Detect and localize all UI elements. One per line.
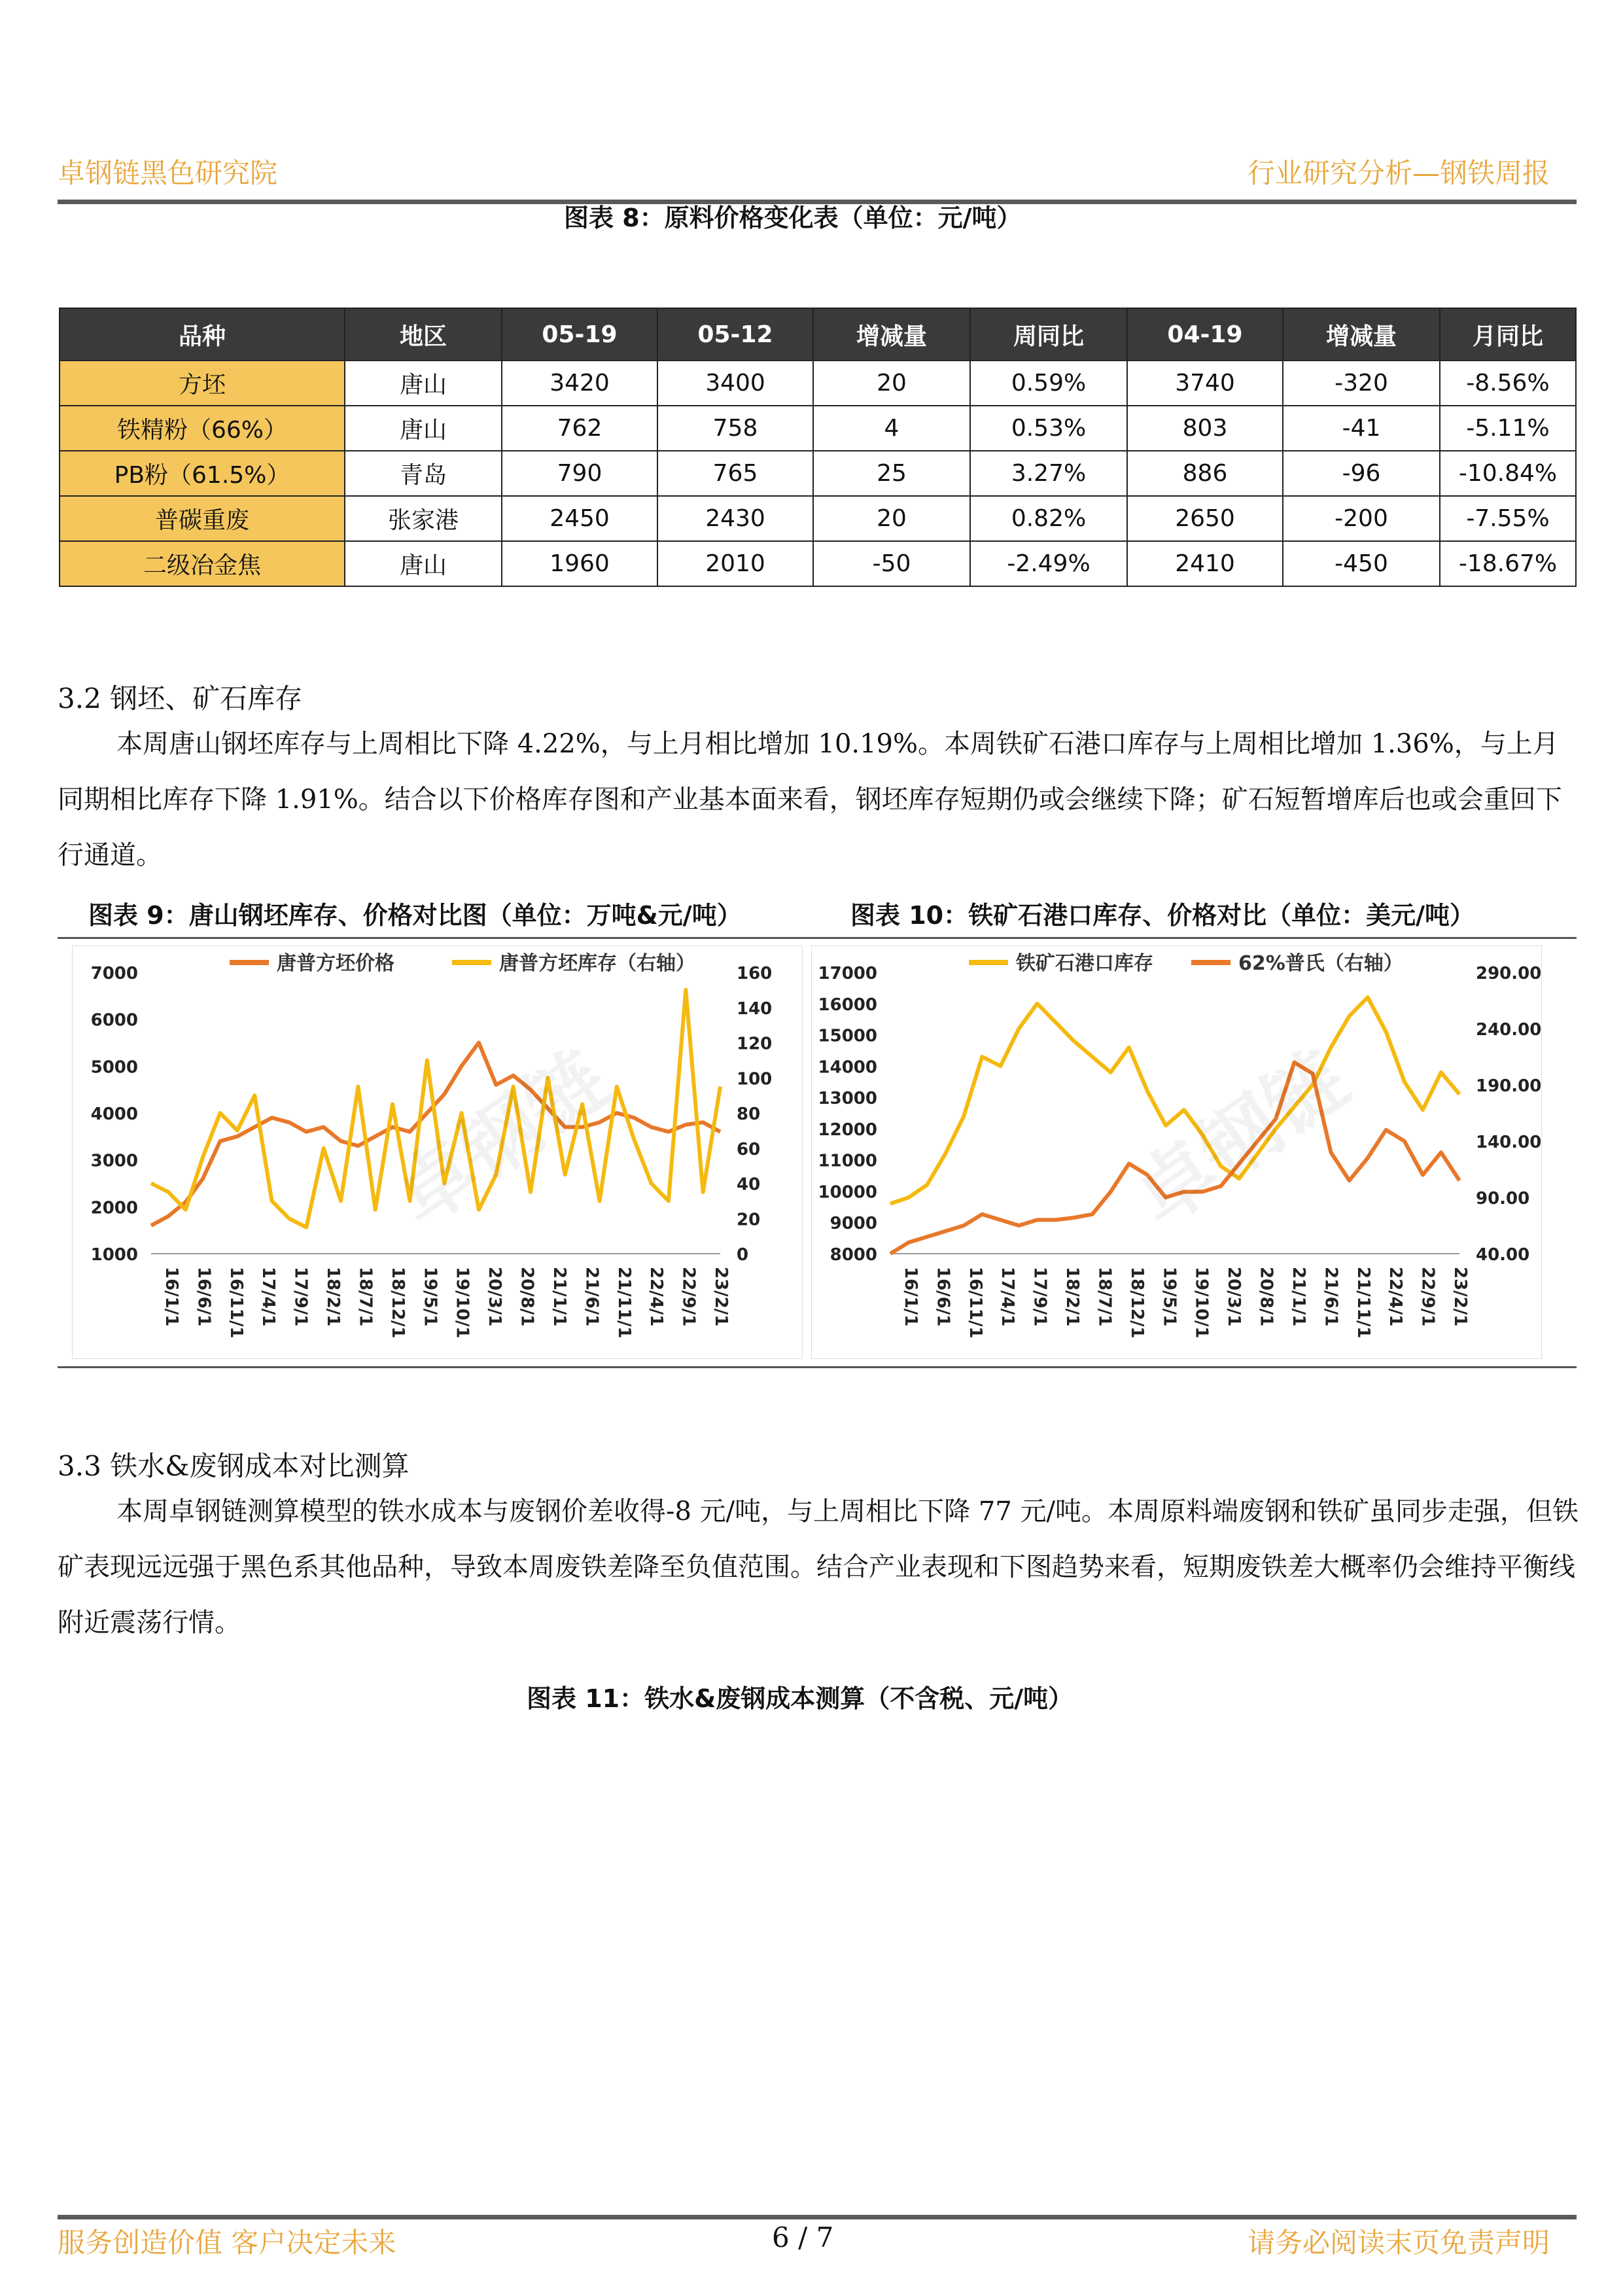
col-header: 周同比	[970, 308, 1127, 361]
table-cell: 4	[813, 406, 970, 451]
x-tick: 22/9/1	[1418, 1267, 1438, 1327]
x-tick: 22/9/1	[678, 1267, 699, 1327]
x-tick: 18/7/1	[1094, 1267, 1115, 1327]
y-tick-right: 240.00	[1476, 1020, 1541, 1040]
y-tick-left: 9000	[829, 1214, 877, 1234]
table-cell: 886	[1127, 451, 1283, 496]
y-tick-right: 90.00	[1476, 1189, 1530, 1209]
table-cell: -10.84%	[1440, 451, 1576, 496]
x-tick: 23/2/1	[711, 1267, 731, 1327]
table-cell: 790	[502, 451, 657, 496]
x-tick: 21/11/1	[1353, 1267, 1373, 1339]
x-tick: 17/9/1	[290, 1267, 311, 1327]
y-tick-left: 17000	[818, 964, 877, 983]
x-tick: 20/8/1	[1256, 1267, 1276, 1327]
table-caption: 图表 8：原料价格变化表（单位：元/吨）	[564, 203, 1022, 232]
table-cell: 唐山	[345, 541, 502, 586]
x-tick: 19/5/1	[1159, 1267, 1179, 1327]
table-cell: -18.67%	[1440, 541, 1576, 586]
legend-label: 唐普方坯库存（右轴）	[499, 952, 695, 975]
y-tick-right: 160	[737, 964, 773, 983]
table-cell: 2430	[657, 496, 813, 541]
x-tick: 21/6/1	[1321, 1267, 1341, 1327]
y-tick-left: 13000	[818, 1089, 877, 1109]
table-cell: 3740	[1127, 361, 1283, 406]
table-cell: 20	[813, 361, 970, 406]
table-cell: 1960	[502, 541, 657, 586]
chart9-caption: 图表 9：唐山钢坯库存、价格对比图（单位：万吨&元/吨）	[88, 901, 742, 930]
legend-label: 铁矿石港口库存	[1016, 952, 1153, 975]
y-tick-left: 7000	[90, 964, 138, 983]
table-cell: 2410	[1127, 541, 1283, 586]
y-tick-right: 60	[737, 1139, 761, 1159]
table-cell: -50	[813, 541, 970, 586]
x-tick: 18/12/1	[387, 1267, 408, 1339]
y-tick-right: 290.00	[1476, 964, 1541, 983]
y-tick-left: 2000	[90, 1198, 138, 1218]
section-3-2-title: 3.2 钢坯、矿石库存	[58, 682, 303, 715]
x-tick: 23/2/1	[1450, 1267, 1470, 1327]
table-cell: 2450	[502, 496, 657, 541]
x-tick: 17/9/1	[1030, 1267, 1050, 1327]
table-cell: 25	[813, 451, 970, 496]
section-3-3-body: 本周卓钢链测算模型的铁水成本与废钢价差收得-8 元/吨，与上周相比下降 77 元/吨。本周原料端废钢和铁矿虽同步走强，但铁矿表现远远强于黑色系其他品种，导致本周废铁差降至负值范围。结合产业表现和下图趋势来看，短期废铁差大概率仍会维持平衡线附近震荡行情。	[58, 1496, 1579, 1638]
page-number: 6 / 7	[772, 2221, 834, 2253]
table-row	[60, 451, 1576, 496]
section-3-3-title: 3.3 铁水&废钢成本对比测算	[58, 1450, 410, 1482]
x-tick: 20/3/1	[1224, 1267, 1244, 1327]
table-cell: 762	[502, 406, 657, 451]
x-tick: 16/1/1	[162, 1267, 181, 1327]
table-cell: 唐山	[345, 406, 502, 451]
x-tick: 16/11/1	[226, 1267, 246, 1339]
col-header: 05-19	[502, 308, 657, 361]
y-tick-right: 120	[737, 1034, 773, 1054]
y-tick-right: 140	[737, 998, 773, 1019]
y-tick-right: 100	[737, 1069, 773, 1089]
x-tick: 20/3/1	[485, 1267, 505, 1327]
y-tick-left: 4000	[90, 1104, 138, 1124]
y-tick-left: 10000	[818, 1182, 877, 1203]
x-tick: 18/2/1	[323, 1267, 343, 1327]
x-tick: 18/7/1	[355, 1267, 375, 1327]
y-tick-left: 11000	[818, 1151, 877, 1171]
table-cell: 20	[813, 496, 970, 541]
x-tick: 22/4/1	[646, 1267, 667, 1327]
x-tick: 19/10/1	[452, 1267, 472, 1339]
table-cell: 铁精粉（66%）	[60, 406, 345, 451]
table-cell: 758	[657, 406, 813, 451]
col-header: 地区	[345, 308, 502, 361]
y-tick-right: 140.00	[1476, 1133, 1541, 1152]
chart9	[72, 945, 803, 1359]
table-cell: 方坯	[60, 361, 345, 406]
x-tick: 16/11/1	[965, 1267, 985, 1339]
watermark: 卓钢链	[1118, 1034, 1364, 1244]
table-cell: 803	[1127, 406, 1283, 451]
table-cell: 3400	[657, 361, 813, 406]
y-tick-right: 40	[737, 1174, 761, 1195]
y-tick-left: 3000	[90, 1151, 138, 1171]
legend-label: 唐普方坯价格	[277, 952, 394, 975]
chart-top-rule	[58, 937, 1577, 939]
table-cell: 二级冶金焦	[60, 541, 345, 586]
table-cell: 3420	[502, 361, 657, 406]
x-tick: 21/11/1	[614, 1267, 634, 1339]
header-left: 卓钢链黑色研究院	[58, 157, 278, 189]
x-tick: 21/1/1	[1288, 1267, 1308, 1327]
table-cell: -41	[1283, 406, 1440, 451]
table-row	[60, 406, 1576, 451]
col-header: 增减量	[1283, 308, 1440, 361]
table-cell: -320	[1283, 361, 1440, 406]
x-tick: 19/10/1	[1191, 1267, 1212, 1339]
y-tick-right: 80	[737, 1104, 761, 1124]
x-tick: 18/12/1	[1126, 1267, 1147, 1339]
x-tick: 17/4/1	[258, 1267, 279, 1327]
chart11-caption: 图表 11：铁水&废钢成本测算（不含税、元/吨）	[527, 1684, 1073, 1713]
table-header-row	[60, 308, 1576, 361]
x-tick: 21/6/1	[582, 1267, 602, 1327]
x-tick: 19/5/1	[420, 1267, 440, 1327]
x-tick: 16/6/1	[194, 1267, 214, 1327]
table-cell: 张家港	[345, 496, 502, 541]
table-row	[60, 541, 1576, 586]
y-tick-right: 20	[737, 1210, 761, 1230]
x-tick: 17/4/1	[998, 1267, 1018, 1327]
section-3-2-body: 本周唐山钢坯库存与上周相比下降 4.22%，与上月相比增加 10.19%。本周铁矿石港口库存与上周相比增加 1.36%，与上月同期相比库存下降 1.91%。结合以下价格库存图和产业基本面来看，钢坯库存短期仍或会继续下降；矿石短暂增库后也或会重回下行通道。	[58, 729, 1562, 870]
table-cell: 3.27%	[970, 451, 1127, 496]
col-header: 05-12	[657, 308, 813, 361]
col-header: 04-19	[1127, 308, 1283, 361]
y-tick-left: 8000	[829, 1245, 877, 1265]
y-tick-right: 0	[737, 1245, 749, 1265]
table-cell: 普碳重废	[60, 496, 345, 541]
table-cell: -8.56%	[1440, 361, 1576, 406]
y-tick-right: 40.00	[1476, 1245, 1530, 1265]
table-cell: -200	[1283, 496, 1440, 541]
chart10-caption: 图表 10：铁矿石港口库存、价格对比（单位：美元/吨）	[850, 901, 1475, 930]
table-cell: 0.59%	[970, 361, 1127, 406]
y-tick-left: 15000	[818, 1026, 877, 1046]
y-tick-left: 14000	[818, 1057, 877, 1078]
price-table	[59, 308, 1577, 587]
y-tick-left: 16000	[818, 995, 877, 1015]
col-header: 增减量	[813, 308, 970, 361]
table-cell: -2.49%	[970, 541, 1127, 586]
table-row	[60, 361, 1576, 406]
table-cell: 青岛	[345, 451, 502, 496]
table-cell: 0.53%	[970, 406, 1127, 451]
table-row	[60, 496, 1576, 541]
table-cell: -96	[1283, 451, 1440, 496]
x-tick: 21/1/1	[549, 1267, 569, 1327]
y-tick-right: 190.00	[1476, 1076, 1541, 1096]
table-cell: 2650	[1127, 496, 1283, 541]
x-tick: 20/8/1	[517, 1267, 537, 1327]
header-right: 行业研究分析—钢铁周报	[1247, 157, 1550, 189]
x-tick: 18/2/1	[1062, 1267, 1083, 1327]
col-header: 品种	[60, 308, 345, 361]
x-tick: 16/1/1	[901, 1267, 920, 1327]
footer-left: 服务创造价值 客户决定未来	[58, 2227, 396, 2259]
y-tick-left: 1000	[90, 1245, 138, 1265]
footer-right: 请务必阅读末页免责声明	[1247, 2227, 1550, 2259]
table-cell: -7.55%	[1440, 496, 1576, 541]
table-cell: 唐山	[345, 361, 502, 406]
table-cell: -450	[1283, 541, 1440, 586]
table-cell: PB粉（61.5%）	[60, 451, 345, 496]
y-tick-left: 12000	[818, 1120, 877, 1140]
table-cell: 0.82%	[970, 496, 1127, 541]
y-tick-left: 6000	[90, 1010, 138, 1031]
chart10	[811, 945, 1542, 1359]
table-cell: 765	[657, 451, 813, 496]
y-tick-left: 5000	[90, 1057, 138, 1078]
chart-bottom-rule	[58, 1366, 1577, 1368]
x-tick: 16/6/1	[933, 1267, 953, 1327]
table-cell: -5.11%	[1440, 406, 1576, 451]
x-tick: 22/4/1	[1386, 1267, 1406, 1327]
col-header: 月同比	[1440, 308, 1576, 361]
watermark: 卓钢链	[379, 1034, 625, 1244]
footer-rule	[58, 2215, 1577, 2219]
table-cell: 2010	[657, 541, 813, 586]
legend-label: 62%普氏（右轴）	[1238, 952, 1403, 975]
